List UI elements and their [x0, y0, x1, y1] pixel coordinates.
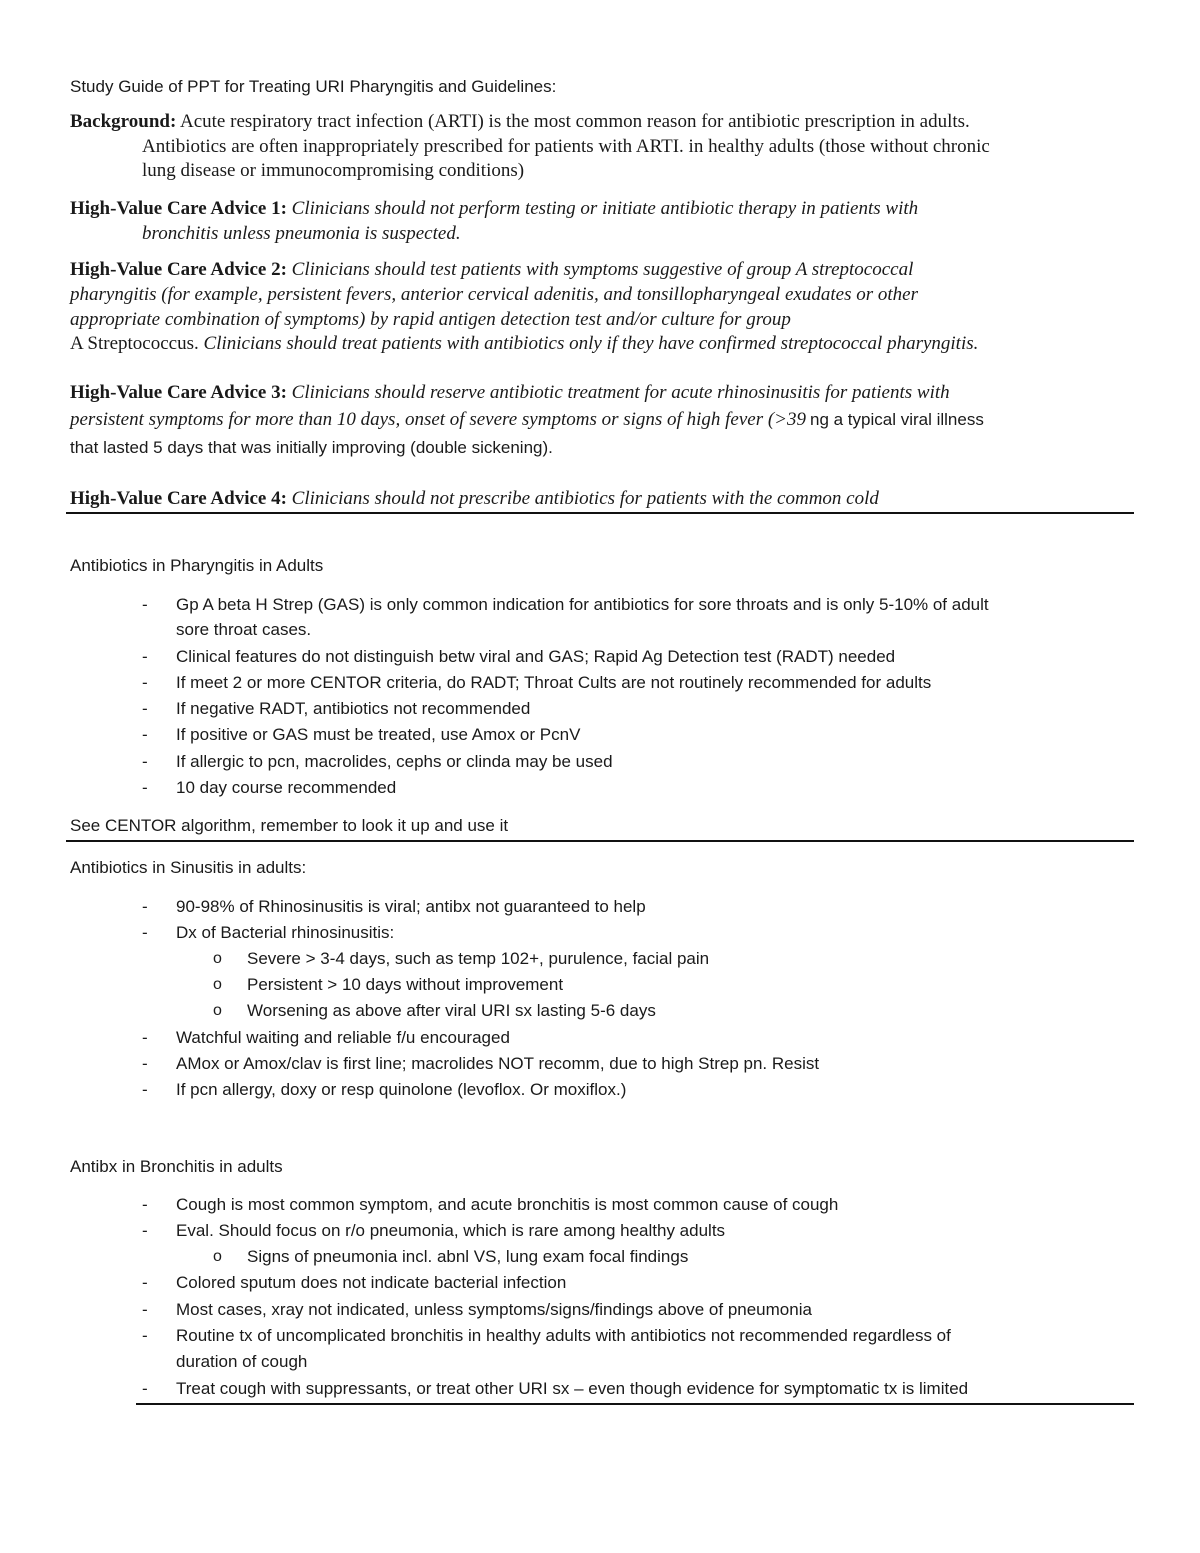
list-item: AMox or Amox/clav is first line; macrolides NOT recomm, due to high Strep pn. Resist: [176, 1054, 820, 1073]
sub-list-item: Signs of pneumonia incl. abnl VS, lung exam focal findings: [247, 1247, 689, 1266]
list-item: Colored sputum does not indicate bacterial infection: [176, 1273, 567, 1292]
list-item: 90-98% of Rhinosinusitis is viral; antibx not guaranteed to help: [176, 897, 646, 916]
divider-2: [66, 840, 1134, 842]
bullet-dash: -: [142, 897, 148, 916]
list-item: If meet 2 or more CENTOR criteria, do RADT; Throat Cults are not routinely recommended for adults: [176, 673, 932, 692]
bullet-dash: -: [142, 778, 148, 797]
bullet-dash: -: [142, 725, 148, 744]
page-title: Study Guide of PPT for Treating URI Pharyngitis and Guidelines:: [70, 77, 557, 96]
bullet-dash: -: [142, 647, 148, 666]
bullet-dash: -: [142, 1326, 148, 1345]
list-item: 10 day course recommended: [176, 778, 397, 797]
list-item: Eval. Should focus on r/o pneumonia, which is rare among healthy adults: [176, 1221, 726, 1240]
bullet-dash: -: [142, 1054, 148, 1073]
list-item: Dx of Bacterial rhinosinusitis:: [176, 923, 395, 942]
sinusitis-heading: Antibiotics in Sinusitis in adults:: [70, 858, 307, 877]
bronchitis-heading: Antibx in Bronchitis in adults: [70, 1157, 283, 1176]
bullet-dash: -: [142, 1028, 148, 1047]
list-item: Most cases, xray not indicated, unless symptoms/signs/findings above of pneumonia: [176, 1300, 812, 1319]
list-item: Treat cough with suppressants, or treat other URI sx – even though evidence for symptomatic tx is limited: [176, 1379, 969, 1398]
sub-bullet-circle: o: [213, 1002, 222, 1019]
bullet-dash: -: [142, 1195, 148, 1214]
bullet-dash: -: [142, 1080, 148, 1099]
advice-3-line-1: High-Value Care Advice 3: Clinicians should reserve antibiotic treatment for acute rhinosinusitis for patients with: [70, 382, 950, 403]
background-line-1: Background: Acute respiratory tract infection (ARTI) is the most common reason for antibiotic prescription in adults.: [70, 111, 970, 132]
bullet-dash: -: [142, 1379, 148, 1398]
sub-list-item: Worsening as above after viral URI sx lasting 5-6 days: [247, 1001, 656, 1020]
list-item: Clinical features do not distinguish betw viral and GAS; Rapid Ag Detection test (RADT) needed: [176, 647, 896, 666]
bullet-dash: -: [142, 1273, 148, 1292]
background-label: Background:: [70, 111, 177, 132]
background-line-2: Antibiotics are often inappropriately prescribed for patients with ARTI. in healthy adults (those without chronic: [142, 136, 990, 157]
bullet-dash: -: [142, 699, 148, 718]
centor-note: See CENTOR algorithm, remember to look it up and use it: [70, 816, 509, 835]
list-item-continuation: duration of cough: [176, 1352, 308, 1371]
advice-3-line-3: that lasted 5 days that was initially improving (double sickening).: [70, 438, 553, 457]
pharyngitis-heading: Antibiotics in Pharyngitis in Adults: [70, 556, 324, 575]
bullet-dash: -: [142, 595, 148, 614]
bullet-dash: -: [142, 752, 148, 771]
advice-2-line-2: pharyngitis (for example, persistent fevers, anterior cervical adenitis, and tonsillopharyngeal exudates or other: [70, 284, 919, 305]
advice-2-line-1: High-Value Care Advice 2: Clinicians should test patients with symptoms suggestive of group A streptococcal: [70, 259, 914, 280]
divider-1: [66, 512, 1134, 514]
list-item: Routine tx of uncomplicated bronchitis in healthy adults with antibiotics not recommended regardless of: [176, 1326, 951, 1345]
list-item: Gp A beta H Strep (GAS) is only common indication for antibiotics for sore throats and is only 5-10% of adult: [176, 595, 989, 614]
bullet-dash: -: [142, 673, 148, 692]
advice-3-label: High-Value Care Advice 3:: [70, 382, 287, 403]
bullet-dash: -: [142, 923, 148, 942]
sub-bullet-circle: o: [213, 976, 222, 993]
list-item: If negative RADT, antibiotics not recommended: [176, 699, 531, 718]
bullet-dash: -: [142, 1221, 148, 1240]
list-item: If pcn allergy, doxy or resp quinolone (levoflox. Or moxiflox.): [176, 1080, 627, 1099]
advice-2-line-4: A Streptococcus. Clinicians should treat patients with antibiotics only if they have confirmed streptococcal pharyngitis.: [70, 333, 979, 354]
bullet-dash: -: [142, 1300, 148, 1319]
advice-1-line-2: bronchitis unless pneumonia is suspected.: [142, 223, 461, 244]
list-item: Cough is most common symptom, and acute bronchitis is most common cause of cough: [176, 1195, 839, 1214]
list-item: Watchful waiting and reliable f/u encouraged: [176, 1028, 510, 1047]
advice-2-label: High-Value Care Advice 2:: [70, 259, 287, 280]
divider-3: [136, 1403, 1134, 1405]
advice-3-line-2: persistent symptoms for more than 10 days, onset of severe symptoms or signs of high fever (>39 ng a typical viral illness: [70, 409, 984, 430]
advice-2-line-3: appropriate combination of symptoms) by rapid antigen detection test and/or culture for group: [70, 309, 791, 330]
sub-list-item: Severe > 3-4 days, such as temp 102+, purulence, facial pain: [247, 949, 710, 968]
list-item: If positive or GAS must be treated, use Amox or PcnV: [176, 725, 581, 744]
sub-list-item: Persistent > 10 days without improvement: [247, 975, 564, 994]
background-line-3: lung disease or immunocompromising conditions): [142, 160, 525, 181]
advice-4-label: High-Value Care Advice 4:: [70, 488, 287, 509]
advice-1-line-1: High-Value Care Advice 1: Clinicians should not perform testing or initiate antibiotic therapy in patients with: [70, 198, 919, 219]
sub-bullet-circle: o: [213, 1248, 222, 1265]
advice-1-label: High-Value Care Advice 1:: [70, 198, 287, 219]
sub-bullet-circle: o: [213, 950, 222, 967]
list-item-continuation: sore throat cases.: [176, 620, 312, 639]
list-item: If allergic to pcn, macrolides, cephs or clinda may be used: [176, 752, 613, 771]
advice-4-line-1: High-Value Care Advice 4: Clinicians should not prescribe antibiotics for patients with the common cold: [70, 488, 879, 509]
